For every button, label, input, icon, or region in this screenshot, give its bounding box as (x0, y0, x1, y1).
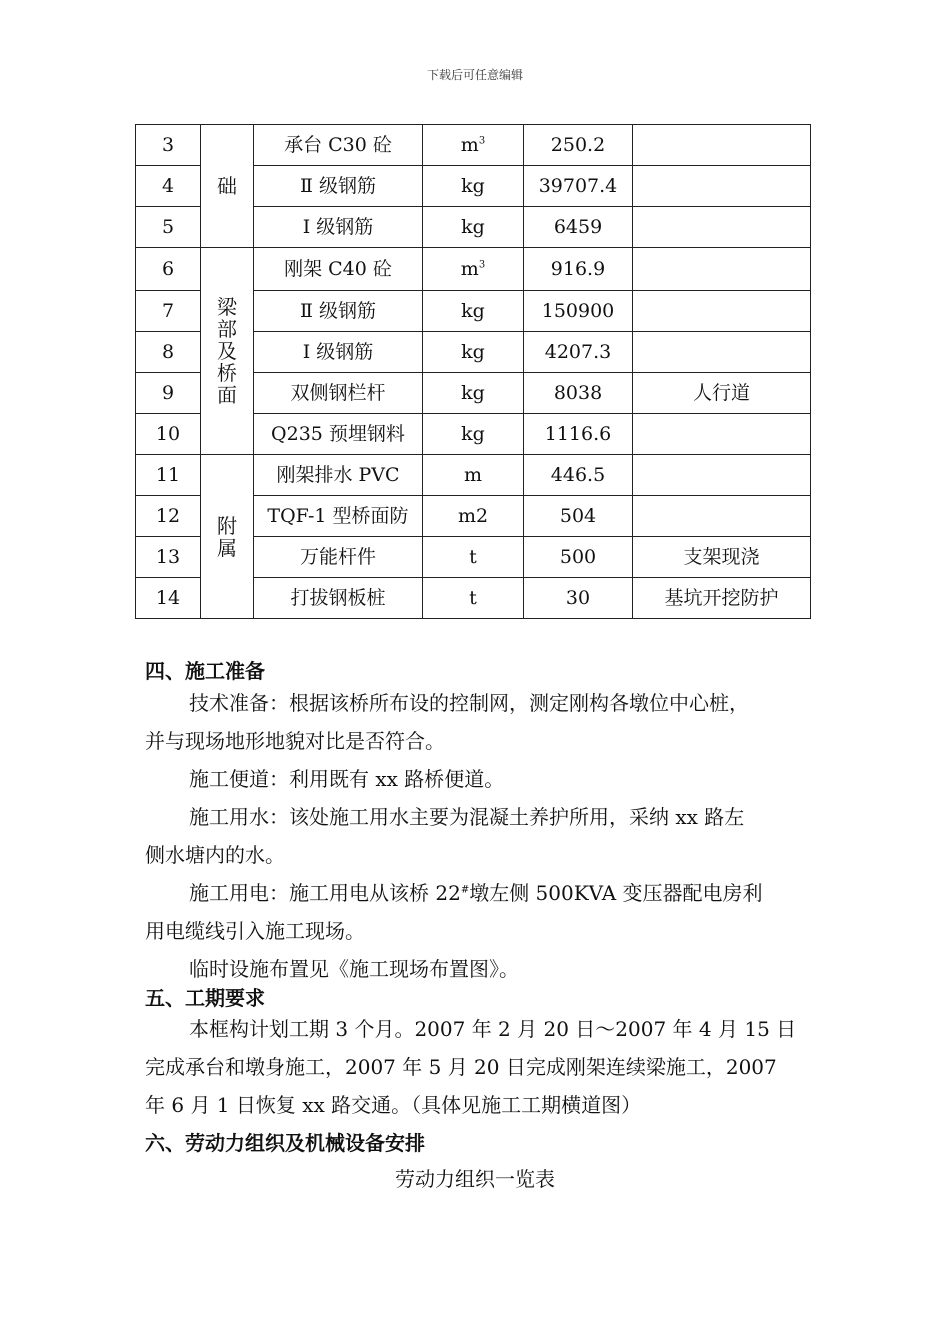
row-number: 7 (136, 291, 201, 332)
quantity: 39707.4 (524, 166, 633, 207)
unit: m (423, 455, 524, 496)
quantity: 8038 (524, 373, 633, 414)
remark (633, 166, 811, 207)
row-number: 5 (136, 207, 201, 248)
row-number: 6 (136, 248, 201, 291)
item-name: TQF-1 型桥面防 (254, 496, 423, 537)
unit: kg (423, 373, 524, 414)
unit: kg (423, 414, 524, 455)
group-char: 附 (217, 513, 237, 538)
item-name: Ⅰ 级钢筋 (254, 332, 423, 373)
quantity: 250.2 (524, 125, 633, 166)
unit: $m^3$ (423, 248, 524, 291)
remark (633, 455, 811, 496)
group-char: 属 (217, 535, 237, 560)
remark (633, 332, 811, 373)
remark (633, 414, 811, 455)
remark (633, 291, 811, 332)
page-header: 下载后可任意编辑 (426, 68, 523, 82)
row-number: 13 (136, 537, 201, 578)
unit: t (423, 537, 524, 578)
group-char: 部 (217, 317, 237, 341)
quantity: 150900 (524, 291, 633, 332)
unit: $m^3$ (423, 125, 524, 166)
item-name: 双侧钢栏杆 (254, 373, 423, 414)
item-name: 打拔钢板桩 (254, 578, 423, 619)
row-number: 12 (136, 496, 201, 537)
row-number: 11 (136, 455, 201, 496)
table-row (136, 125, 811, 166)
item-name: 刚架 C40 砼 (254, 248, 423, 291)
group-char: 面 (217, 383, 237, 407)
remark (633, 496, 811, 537)
unit: kg (423, 166, 524, 207)
quantity: 4207.3 (524, 332, 633, 373)
row-number: 9 (136, 373, 201, 414)
row-number: 14 (136, 578, 201, 619)
item-name: Q235 预埋钢料 (254, 414, 423, 455)
row-number: 3 (136, 125, 201, 166)
remark (633, 207, 811, 248)
section-heading: 四、施工准备 (145, 659, 265, 683)
group-char: 梁 (217, 295, 237, 319)
paragraph: 技术准备：根据该桥所布设的控制网，测定刚构各墩位中心桩， 并与现场地形地貌对比是否符合。 施工便道：利用既有 xx 路桥便道。 施工用水：该处施工用水主要为混凝土养护所用，采纳 xx 路左 侧水塘内的水。 施工用电：施工用电从该桥 22#墩左侧 500KVA 变压器配电房利 用电缆线引入施工现场。 临时设施布置见《施工现场布置图》。 (145, 691, 763, 981)
item-name: Ⅰ 级钢筋 (254, 207, 423, 248)
group-char: 及 (217, 339, 237, 363)
remark: 支架现浇 (633, 537, 811, 578)
item-name: Ⅱ 级钢筋 (254, 291, 423, 332)
unit: kg (423, 291, 524, 332)
table-caption: 劳动力组织一览表 (395, 1167, 555, 1191)
remark: 人行道 (633, 373, 811, 414)
row-number: 8 (136, 332, 201, 373)
quantity: 916.9 (524, 248, 633, 291)
quantity: 446.5 (524, 455, 633, 496)
remark (633, 248, 811, 291)
unit: m2 (423, 496, 524, 537)
item-name: 万能杆件 (254, 537, 423, 578)
section-heading: 五、工期要求 (145, 986, 265, 1010)
unit: t (423, 578, 524, 619)
remark (633, 125, 811, 166)
quantity: 500 (524, 537, 633, 578)
table-row (136, 455, 811, 496)
group-label: 础 (201, 125, 254, 248)
group-label (201, 248, 254, 455)
item-name: Ⅱ 级钢筋 (254, 166, 423, 207)
group-char: 桥 (217, 361, 237, 385)
remark: 基坑开挖防护 (633, 578, 811, 619)
section-heading: 六、劳动力组织及机械设备安排 (145, 1131, 425, 1155)
group-label (201, 455, 254, 619)
item-name: 刚架排水 PVC (254, 455, 423, 496)
row-number: 10 (136, 414, 201, 455)
quantity-table (135, 124, 811, 619)
quantity: 6459 (524, 207, 633, 248)
quantity: 504 (524, 496, 633, 537)
unit: kg (423, 207, 524, 248)
paragraph: 本框构计划工期 3 个月。2007 年 2 月 20 日～2007 年 4 月 15 日 完成承台和墩身施工，2007 年 5 月 20 日完成刚架连续梁施工，2007 年 6 月 1 日恢复 xx 路交通。（具体见施工工期横道图） (145, 1017, 797, 1117)
unit: kg (423, 332, 524, 373)
table-row (136, 248, 811, 291)
quantity: 1116.6 (524, 414, 633, 455)
item-name: 承台 C30 砼 (254, 125, 423, 166)
quantity: 30 (524, 578, 633, 619)
row-number: 4 (136, 166, 201, 207)
